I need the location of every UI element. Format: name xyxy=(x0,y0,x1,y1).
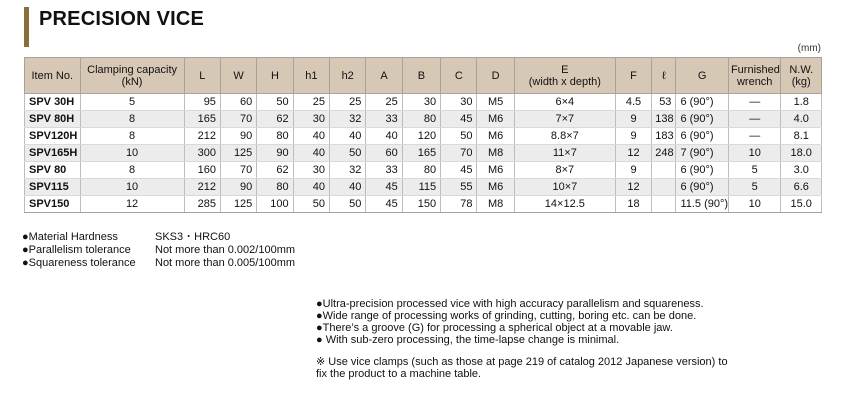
table-cell: 12 xyxy=(615,145,651,162)
title-block xyxy=(24,7,204,47)
table-cell: 6.6 xyxy=(781,179,822,196)
feature-item: ●Ultra-precision processed vice with high accuracy parallelism and squareness. xyxy=(316,298,704,310)
table-cell: 6 (90°) xyxy=(676,111,729,128)
table-cell: 90 xyxy=(220,128,256,145)
unit-label: (mm) xyxy=(797,43,821,54)
table-cell: 6 (90°) xyxy=(676,179,729,196)
table-cell: 7 (90°) xyxy=(676,145,729,162)
table-cell: 45 xyxy=(441,162,477,179)
table-cell: 33 xyxy=(366,111,402,128)
table-cell: — xyxy=(728,111,781,128)
table-cell: 30 xyxy=(441,94,477,111)
remark-line: fix the product to a machine table. xyxy=(316,368,482,380)
note-row xyxy=(22,257,295,270)
column-header xyxy=(781,58,822,94)
table-cell: 50 xyxy=(330,196,366,213)
table-cell: 40 xyxy=(293,145,329,162)
table-cell: 40 xyxy=(330,128,366,145)
table-cell: 30 xyxy=(293,111,329,128)
table-cell: 32 xyxy=(330,162,366,179)
table-cell: 1.8 xyxy=(781,94,822,111)
column-header-label: C xyxy=(454,69,463,82)
table-cell: 165 xyxy=(184,111,220,128)
table-cell: 25 xyxy=(330,94,366,111)
table-cell: 45 xyxy=(366,179,402,196)
note-value: Not more than 0.005/100mm xyxy=(155,257,296,269)
table-row xyxy=(25,162,822,179)
column-header xyxy=(676,58,729,94)
title-accent-bar xyxy=(24,7,29,47)
column-header xyxy=(402,58,440,94)
column-header-label: A xyxy=(380,69,388,82)
note-value: Not more than 0.002/100mm xyxy=(155,244,296,256)
table-cell: 9 xyxy=(615,162,651,179)
table-cell: 50 xyxy=(293,196,329,213)
column-header-label: G xyxy=(697,69,707,82)
table-cell: 70 xyxy=(220,162,256,179)
table-cell: 165 xyxy=(402,145,440,162)
table-cell: 12 xyxy=(615,179,651,196)
table-row xyxy=(25,145,822,162)
table-cell: 15.0 xyxy=(781,196,822,213)
column-header xyxy=(184,58,220,94)
column-header-label: F xyxy=(630,69,637,82)
column-header-label: Furnished xyxy=(730,63,780,76)
table-cell: 125 xyxy=(220,196,256,213)
table-cell: 8 xyxy=(80,111,184,128)
table-cell: 115 xyxy=(402,179,440,196)
table-cell: 25 xyxy=(293,94,329,111)
table-cell: 5 xyxy=(80,94,184,111)
table-cell: 18 xyxy=(615,196,651,213)
table-cell: 80 xyxy=(402,162,440,179)
table-row xyxy=(25,111,822,128)
column-header xyxy=(652,58,676,94)
note-row xyxy=(22,231,295,244)
table-cell: 9 xyxy=(615,111,651,128)
table-cell: 60 xyxy=(366,145,402,162)
table-cell: 50 xyxy=(257,94,293,111)
table-cell: 62 xyxy=(257,111,293,128)
table-cell: 6 (90°) xyxy=(676,128,729,145)
table-cell: 6 (90°) xyxy=(676,94,729,111)
note-label: ●Material Hardness xyxy=(22,231,118,243)
table-cell: 3.0 xyxy=(781,162,822,179)
item-number-cell: SPV165H xyxy=(25,145,81,162)
table-cell: 212 xyxy=(184,179,220,196)
table-cell: 60 xyxy=(220,94,256,111)
column-header xyxy=(728,58,781,94)
table-cell xyxy=(652,162,676,179)
column-header-label: N.W. xyxy=(789,63,814,76)
item-number-cell: SPV 80 xyxy=(25,162,81,179)
table-cell: 120 xyxy=(402,128,440,145)
table-cell: 80 xyxy=(257,128,293,145)
table-cell: M6 xyxy=(477,162,514,179)
table-cell: 138 xyxy=(652,111,676,128)
column-header-label: Item No. xyxy=(31,69,74,82)
column-header-sublabel: wrench xyxy=(736,75,773,88)
table-cell: 8×7 xyxy=(514,162,615,179)
table-cell: — xyxy=(728,94,781,111)
table-cell: 10 xyxy=(80,145,184,162)
table-cell: 6×4 xyxy=(514,94,615,111)
table-cell: 14×12.5 xyxy=(514,196,615,213)
item-number-cell: SPV150 xyxy=(25,196,81,213)
column-header-label: B xyxy=(417,69,426,82)
table-cell: 30 xyxy=(293,162,329,179)
note-value: SKS3・HRC60 xyxy=(155,231,231,243)
note-label: ●Parallelism tolerance xyxy=(22,244,131,256)
column-header-sublabel: (kN) xyxy=(121,75,143,88)
table-cell: 70 xyxy=(220,111,256,128)
item-number-cell: SPV 80H xyxy=(25,111,81,128)
table-cell: 40 xyxy=(366,128,402,145)
table-cell: 285 xyxy=(184,196,220,213)
column-header-sublabel: (kg) xyxy=(791,75,811,88)
table-cell: 90 xyxy=(220,179,256,196)
table-cell: 150 xyxy=(402,196,440,213)
table-row xyxy=(25,196,822,213)
table-cell: 125 xyxy=(220,145,256,162)
table-cell: 50 xyxy=(330,145,366,162)
remark-note xyxy=(316,356,728,380)
table-cell: 12 xyxy=(80,196,184,213)
table-cell: 10×7 xyxy=(514,179,615,196)
column-header-label: D xyxy=(491,69,500,82)
table-cell: 62 xyxy=(257,162,293,179)
table-cell: 212 xyxy=(184,128,220,145)
column-header-label: ℓ xyxy=(662,69,666,82)
column-header-label: L xyxy=(199,69,206,82)
spec-table xyxy=(24,57,822,213)
table-row xyxy=(25,179,822,196)
table-row xyxy=(25,94,822,111)
table-cell: 6 (90°) xyxy=(676,162,729,179)
table-cell: 53 xyxy=(652,94,676,111)
table-cell: 11×7 xyxy=(514,145,615,162)
table-cell: 78 xyxy=(441,196,477,213)
table-cell: 5 xyxy=(728,179,781,196)
feature-item: ●There’s a groove (G) for processing a spherical object at a movable jaw. xyxy=(316,322,673,334)
table-cell: M6 xyxy=(477,179,514,196)
table-cell xyxy=(652,196,676,213)
table-cell: 80 xyxy=(257,179,293,196)
table-row xyxy=(25,128,822,145)
column-header-label: H xyxy=(271,69,279,82)
table-cell: 7×7 xyxy=(514,111,615,128)
note-label: ●Squareness tolerance xyxy=(22,257,136,269)
column-header xyxy=(330,58,366,94)
table-cell: 50 xyxy=(441,128,477,145)
column-header-sublabel: (width x depth) xyxy=(528,75,601,88)
column-header xyxy=(615,58,651,94)
column-header xyxy=(257,58,293,94)
table-cell: 5 xyxy=(728,162,781,179)
column-header xyxy=(441,58,477,94)
column-header xyxy=(293,58,329,94)
table-cell: M5 xyxy=(477,94,514,111)
table-cell: M8 xyxy=(477,196,514,213)
feature-list xyxy=(316,298,728,380)
table-cell: 8 xyxy=(80,162,184,179)
table-cell: 4.0 xyxy=(781,111,822,128)
table-cell: M6 xyxy=(477,128,514,145)
table-cell: 10 xyxy=(728,145,781,162)
column-header xyxy=(366,58,402,94)
table-body xyxy=(25,94,822,213)
table-cell: 45 xyxy=(441,111,477,128)
table-cell: 4.5 xyxy=(615,94,651,111)
item-number-cell: SPV 30H xyxy=(25,94,81,111)
table-cell: 9 xyxy=(615,128,651,145)
feature-item: ●Wide range of processing works of grinding, cutting, boring etc. can be done. xyxy=(316,310,697,322)
column-header-label: E xyxy=(561,63,569,76)
column-header-label: h1 xyxy=(305,69,318,82)
column-header xyxy=(80,58,184,94)
table-cell: 100 xyxy=(257,196,293,213)
column-header-label: Clamping capacity xyxy=(87,63,177,76)
table-cell: 183 xyxy=(652,128,676,145)
page-title: PRECISION VICE xyxy=(39,8,205,30)
item-number-cell: SPV120H xyxy=(25,128,81,145)
table-cell: 11.5 (90°) xyxy=(676,196,729,213)
table-cell: 33 xyxy=(366,162,402,179)
table-cell: 40 xyxy=(293,179,329,196)
table-cell: 30 xyxy=(402,94,440,111)
column-header xyxy=(477,58,514,94)
table-cell: 70 xyxy=(441,145,477,162)
table-cell: 90 xyxy=(257,145,293,162)
feature-item: ● With sub-zero processing, the time-lapse change is minimal. xyxy=(316,334,620,346)
table-cell: 8.8×7 xyxy=(514,128,615,145)
table-cell: 25 xyxy=(366,94,402,111)
item-number-cell: SPV115 xyxy=(25,179,81,196)
table-cell: — xyxy=(728,128,781,145)
table-cell: 55 xyxy=(441,179,477,196)
spec-notes xyxy=(22,231,295,270)
remark-line: ※ Use vice clamps (such as those at page 219 of catalog 2012 Japanese version) to xyxy=(316,356,728,368)
table-cell: 10 xyxy=(80,179,184,196)
column-header xyxy=(220,58,256,94)
table-header-row xyxy=(25,58,822,94)
table-cell: 300 xyxy=(184,145,220,162)
table-cell: 248 xyxy=(652,145,676,162)
table-cell: M6 xyxy=(477,111,514,128)
table-cell: 80 xyxy=(402,111,440,128)
table-cell: 8.1 xyxy=(781,128,822,145)
table-cell: 10 xyxy=(728,196,781,213)
column-header-label: h2 xyxy=(341,69,354,82)
table-cell: 40 xyxy=(293,128,329,145)
table-cell: 8 xyxy=(80,128,184,145)
table-cell: 160 xyxy=(184,162,220,179)
column-header xyxy=(25,58,81,94)
table-cell: 32 xyxy=(330,111,366,128)
column-header xyxy=(514,58,615,94)
table-cell: 45 xyxy=(366,196,402,213)
table-cell xyxy=(652,179,676,196)
table-cell: M8 xyxy=(477,145,514,162)
table-cell: 18.0 xyxy=(781,145,822,162)
table-cell: 40 xyxy=(330,179,366,196)
note-row xyxy=(22,244,295,257)
table-cell: 95 xyxy=(184,94,220,111)
column-header-label: W xyxy=(233,69,244,82)
